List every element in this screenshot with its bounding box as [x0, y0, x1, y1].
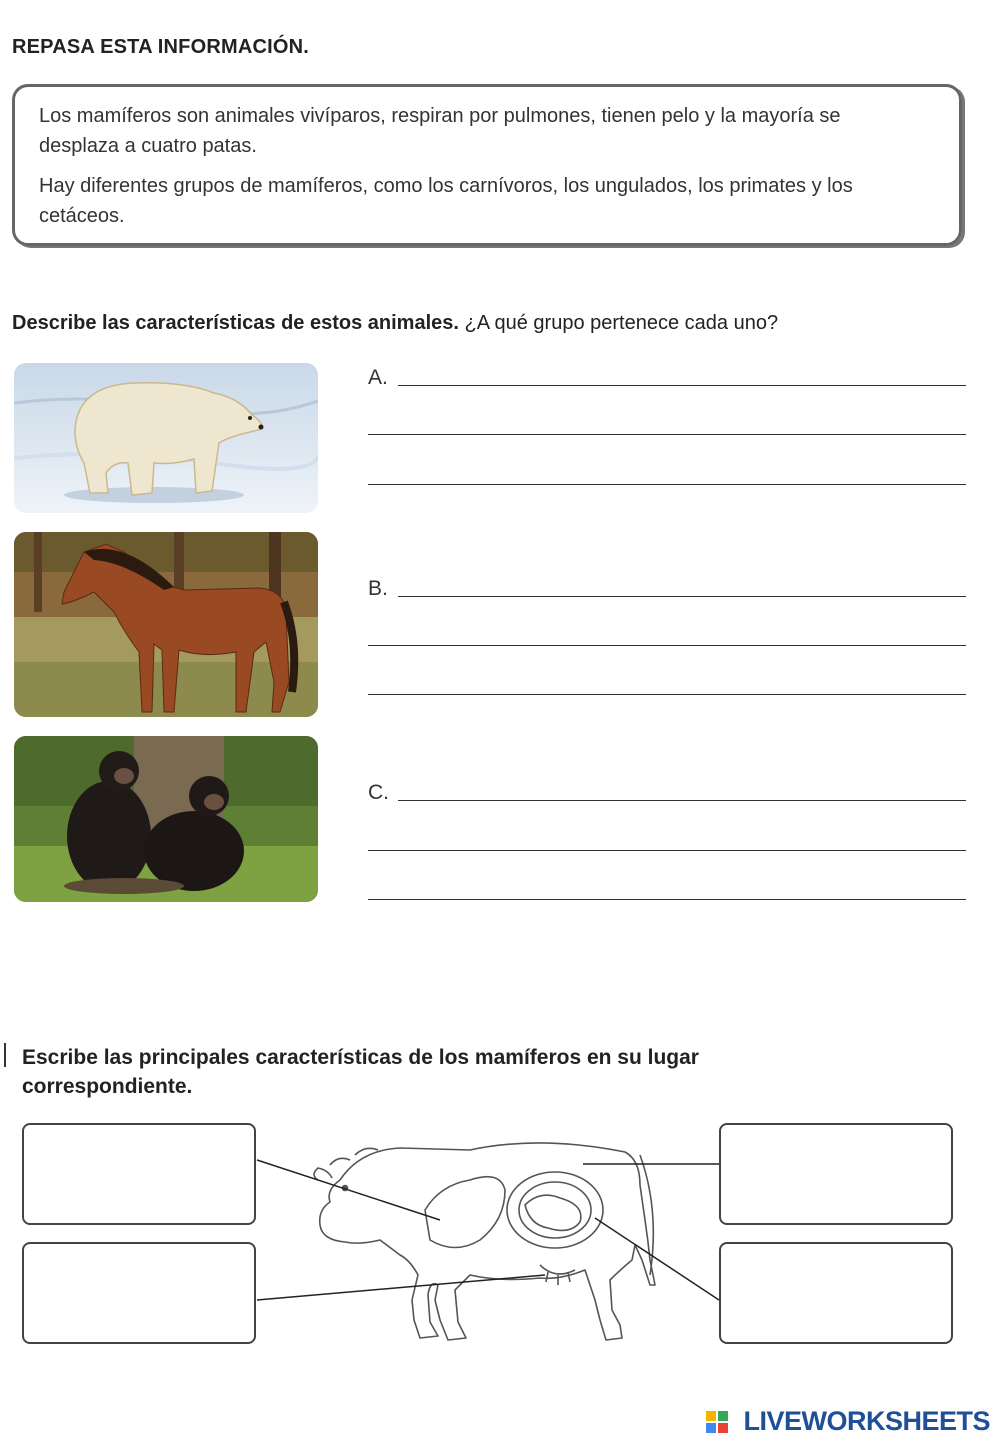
exercise2-title: Escribe las principales características de los mamíferos en su lugar correspondiente. [22, 1046, 699, 1098]
answer-letter-a: A. [368, 366, 388, 389]
answer-line-c1[interactable] [398, 800, 966, 801]
cow-anatomy-diagram [0, 1110, 1000, 1360]
chimpanzees-photo [14, 736, 318, 902]
answer-line-a3[interactable] [368, 484, 966, 485]
horse-photo [14, 532, 318, 717]
exercise1-title [12, 312, 778, 335]
answer-line-a1[interactable] [398, 385, 966, 386]
answer-line-b3[interactable] [368, 694, 966, 695]
exercise1-title-question: ¿A qué grupo pertenece cada uno? [458, 312, 779, 334]
answer-line-b1[interactable] [398, 596, 966, 597]
answer-line-c3[interactable] [368, 899, 966, 900]
info-box [12, 84, 962, 246]
polar-bear-photo [14, 363, 318, 513]
answer-letter-b: B. [368, 577, 388, 600]
info-paragraph-2: Hay diferentes grupos de mamíferos, como los carnívoros, los ungulados, los primates y los cetáceos. [39, 175, 853, 227]
answer-line-b2[interactable] [368, 645, 966, 646]
exercise1-title-bold: Describe las características de estos animales. [12, 312, 459, 334]
answer-line-c2[interactable] [368, 850, 966, 851]
answer-letter-c: C. [368, 781, 389, 804]
exercise2-marker [4, 1043, 6, 1067]
answer-line-a2[interactable] [368, 434, 966, 435]
review-heading: REPASA ESTA INFORMACIÓN. [12, 36, 310, 58]
liveworksheets-logo-icon [706, 1411, 728, 1435]
info-paragraph-1: Los mamíferos son animales vivíparos, respiran por pulmones, tienen pelo y la mayoría se desplaza a cuatro patas. [39, 105, 841, 157]
liveworksheets-brand: LIVEWORKSHEETS [743, 1406, 990, 1436]
